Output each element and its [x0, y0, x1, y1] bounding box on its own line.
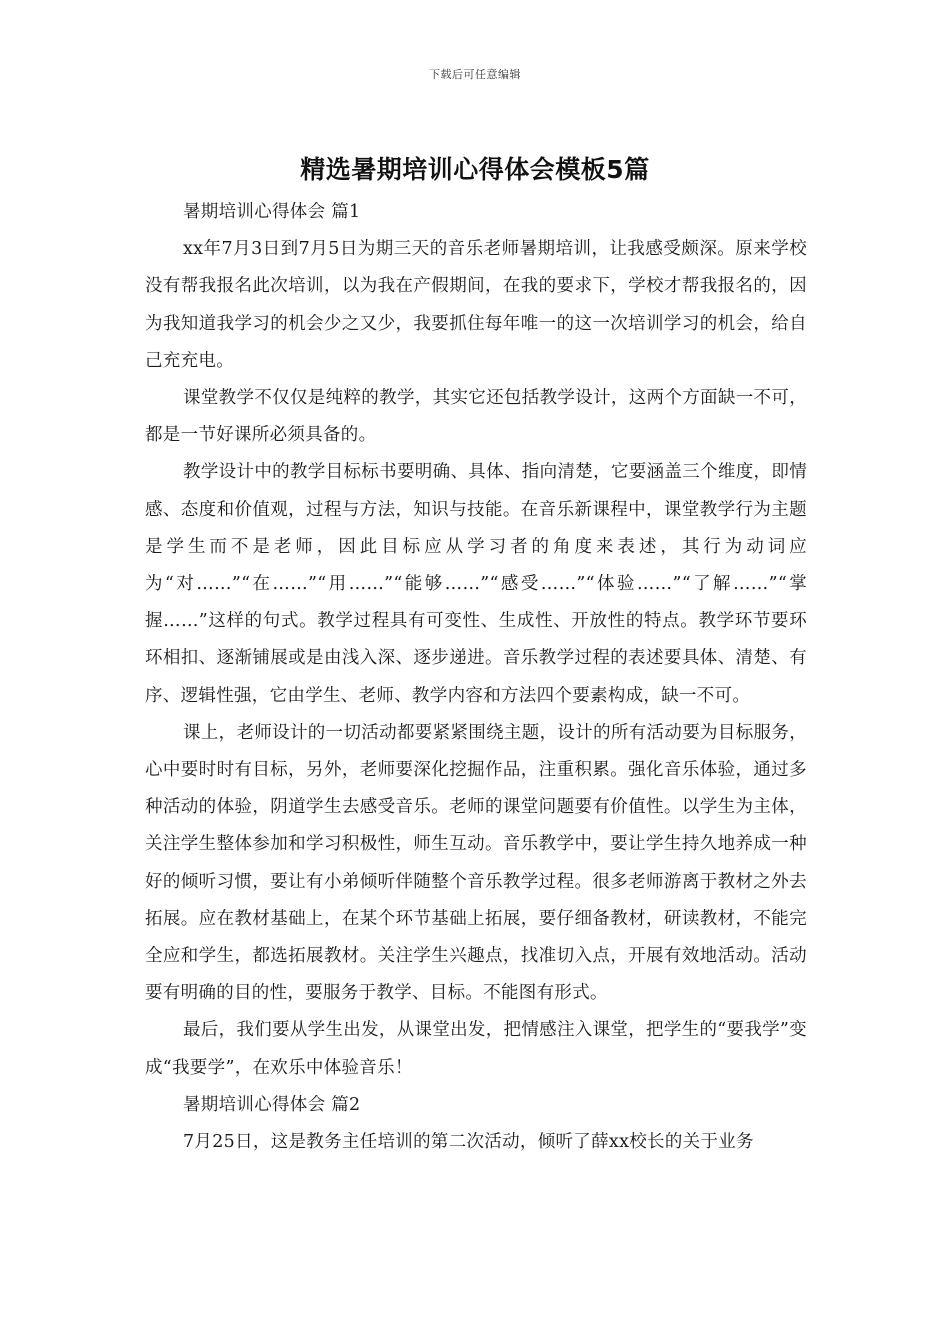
section-heading-1: 暑期培训心得体会 篇1	[183, 202, 361, 222]
paragraph: 7月25日，这是教务主任培训的第二次活动，倾听了薛xx校长的关于业务	[183, 1132, 754, 1153]
paragraph: xx年7月3日到7月5日为期三天的音乐老师暑期培训，让我感受颇深。原来学校没有帮我报名此次培训，以为我在产假期间，在我的要求下，学校才帮我报名的，因为我知道我学习的机会少之又少，我要抓住每年唯一的这一次培训学习的机会，给自己充充电。	[145, 239, 807, 371]
paragraph: 课上，老师设计的一切活动都要紧紧围绕主题，设计的所有活动要为目标服务，心中要时时有目标，另外，老师要深化挖掘作品，注重积累。强化音乐体验，通过多种活动的体验，阴道学生去感受音乐。老师的课堂问题要有价值性。以学生为主体，关注学生整体参加和学习积极性，师生互动。音乐教学中，要让学生持久地养成一种好的倾听习惯，要让有小弟倾听伴随整个音乐教学过程。很多老师游离于教材之外去拓展。应在教材基础上，在某个环节基础上拓展，要仔细备教材，研读教材，不能完全应和学生，都选拓展教材。关注学生兴趣点，找准切入点，开展有效地活动。活动要有明确的目的性，要服务于教学、目标。不能图有形式。	[145, 722, 807, 1004]
paragraph: 课堂教学不仅仅是纯粹的教学，其实它还包括教学设计，这两个方面缺一不可，都是一节好课所必须具备的。	[145, 388, 807, 446]
page-header-note: 下载后可任意编辑	[429, 68, 521, 81]
document-body	[145, 194, 807, 1161]
paragraph: 教学设计中的教学目标标书要明确、具体、指向清楚，它要涵盖三个维度，即情感、态度和价值观，过程与方法，知识与技能。在音乐新课程中，课堂教学行为主题是学生而不是老师，因此目标应从学习者的角度来表述，其行为动词应为“对……”“在……”“用……”“能够……”“感受……”“体验……”“了解……”“掌握……”这样的句式。教学过程具有可变性、生成性、开放性的特点。教学环节要环环相扣、逐渐铺展或是由浅入深、逐步递进。音乐教学过程的表述要具体、清楚、有序、逻辑性强，它由学生、老师、教学内容和方法四个要素构成，缺一不可。	[145, 462, 807, 706]
paragraph: 最后，我们要从学生出发，从课堂出发，把情感注入课堂，把学生的“要我学”变成“我要学”，在欢乐中体验音乐！	[145, 1020, 807, 1078]
document-title: 精选暑期培训心得体会模板5篇	[300, 155, 650, 184]
section-heading-2: 暑期培训心得体会 篇2	[183, 1094, 361, 1115]
